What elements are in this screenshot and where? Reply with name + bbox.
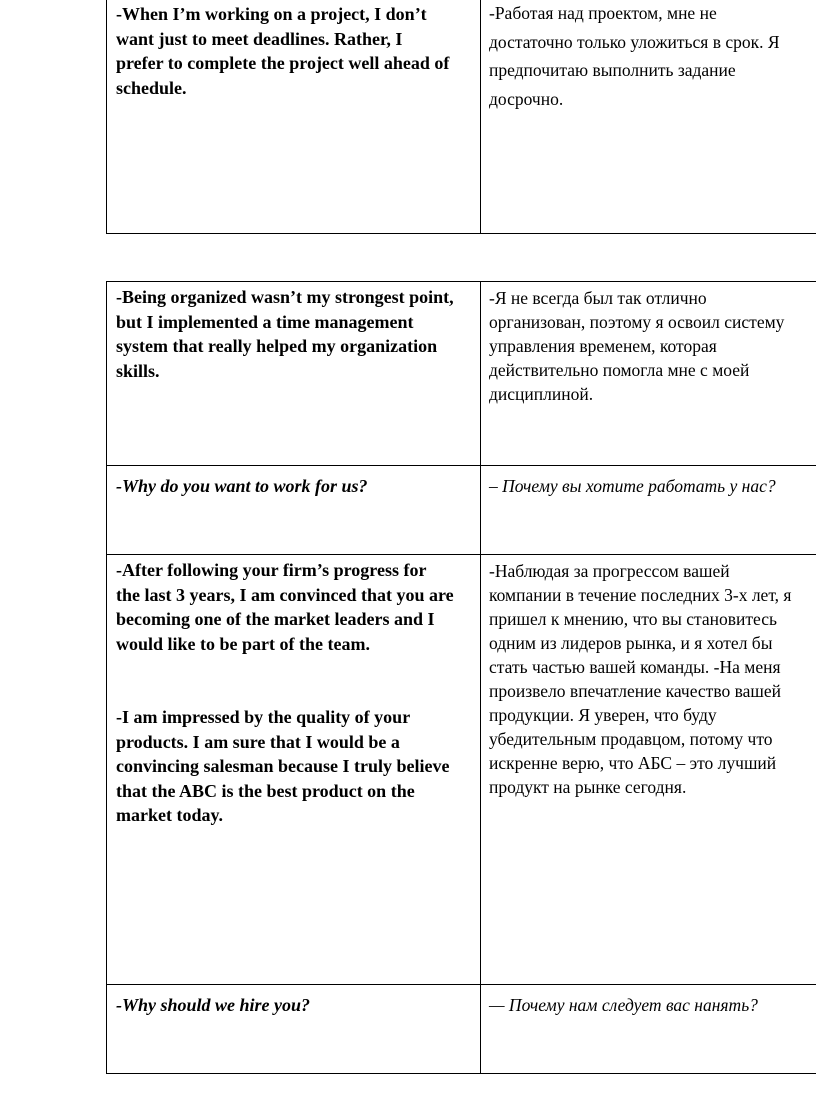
russian-cell <box>481 555 816 985</box>
text-line: дисциплиной. <box>489 384 594 404</box>
table-deadlines <box>106 0 816 234</box>
text-line: products. I am sure that I would be a <box>116 731 400 752</box>
question-text: — Почему нам следует вас нанять? <box>489 995 758 1015</box>
table-row <box>107 0 816 234</box>
table-row <box>107 466 816 555</box>
text-line: schedule. <box>116 77 187 98</box>
russian-cell <box>481 985 816 1074</box>
text-line: system that really helped my organization <box>116 336 438 356</box>
text-line: -I am impressed by the quality of your <box>116 707 411 727</box>
text-line: but I implemented a time management <box>116 311 414 332</box>
text-line: the last 3 years, I am convinced that you are <box>116 584 454 605</box>
text-line: управления временем, которая <box>489 336 717 356</box>
text-line: -Я не всегда был так отлично <box>489 288 707 308</box>
question-text: -Why should we hire you? <box>116 995 311 1015</box>
table-row <box>107 985 816 1074</box>
english-cell <box>107 0 481 234</box>
paragraph <box>116 558 480 656</box>
english-text <box>107 0 480 100</box>
table-row <box>107 282 816 466</box>
text-line: market today. <box>116 805 223 825</box>
english-cell <box>107 282 481 466</box>
text-line: -Наблюдая за прогрессом вашей <box>489 561 730 581</box>
russian-cell <box>481 0 816 234</box>
text-line: -Being organized wasn’t my strongest point, <box>116 287 454 307</box>
english-text <box>107 282 480 383</box>
text-line: стать частью вашей команды. -На меня <box>489 657 781 677</box>
question-text: – Почему вы хотите работать у нас? <box>489 476 776 496</box>
text-line: одним из лидеров рынка, и я хотел бы <box>489 633 773 653</box>
text-line: -After following your firm’s progress for <box>116 560 427 580</box>
text-line: искренне верю, что АБС – это лучший <box>489 753 777 773</box>
table-interview-answers <box>106 281 816 1074</box>
text-line: досрочно. <box>489 88 564 109</box>
english-cell <box>107 466 481 555</box>
text-line: -When I’m working on a project, I don’t <box>116 4 427 24</box>
english-cell <box>107 555 481 985</box>
text-line: достаточно только уложиться в срок. Я <box>489 31 780 52</box>
english-cell <box>107 985 481 1074</box>
text-line: продукции. Я уверен, что буду <box>489 705 717 725</box>
text-line: convincing salesman because I truly believe <box>116 756 450 776</box>
text-line: skills. <box>116 360 160 381</box>
question-text: -Why do you want to work for us? <box>116 476 368 496</box>
text-line: убедительным продавцом, потому что <box>489 729 773 749</box>
paragraph <box>116 705 480 828</box>
table-row <box>107 555 816 985</box>
text-line: becoming one of the market leaders and I <box>116 609 435 629</box>
text-line: want just to meet deadlines. Rather, I <box>116 28 403 49</box>
text-line: предпочитаю выполнить задание <box>489 60 736 80</box>
text-line: организован, поэтому я освоил систему <box>489 312 785 332</box>
russian-text <box>481 555 816 799</box>
text-line: пришел к мнению, что вы становитесь <box>489 609 777 629</box>
english-text <box>107 555 480 828</box>
russian-cell <box>481 282 816 466</box>
russian-text <box>481 282 816 406</box>
text-line: would like to be part of the team. <box>116 633 370 654</box>
text-line: продукт на рынке сегодня. <box>489 777 687 797</box>
text-line: prefer to complete the project well ahead of <box>116 53 450 73</box>
text-line: произвело впечатление качество вашей <box>489 681 781 701</box>
russian-text <box>481 0 816 113</box>
text-line: that the ABC is the best product on the <box>116 780 415 801</box>
text-line: компании в течение последних 3-х лет, я <box>489 585 792 605</box>
text-line: действительно помогла мне с моей <box>489 360 750 380</box>
russian-cell <box>481 466 816 555</box>
text-line: -Работая над проектом, мне не <box>489 3 717 23</box>
